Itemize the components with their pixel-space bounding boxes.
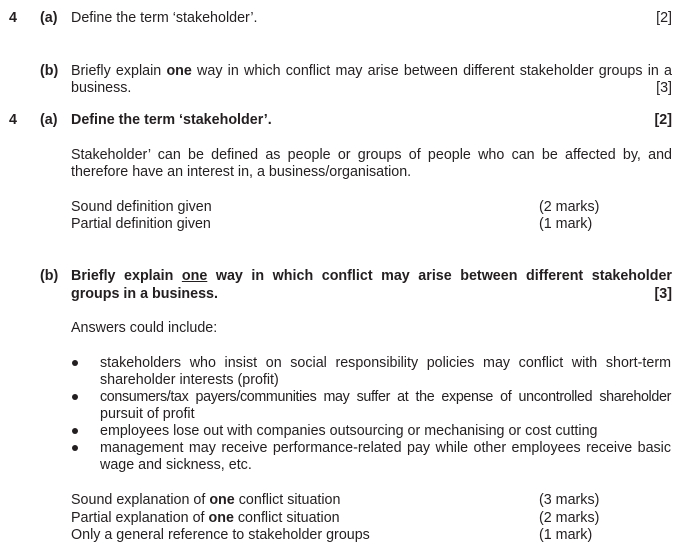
bullet-text-line1: employees lose out with companies outsourcing or mechanising or cost cutting — [100, 423, 598, 439]
bullet-dot — [72, 428, 78, 434]
ms-part-b-text-line1: Briefly explain one way in which conflict may arise between different stakeholder — [71, 268, 672, 284]
part-a-label: (a) — [40, 10, 58, 26]
part-b-label: (b) — [40, 63, 59, 79]
part-b-marks: [3] — [656, 80, 672, 96]
part-b-text-line2: business. — [71, 80, 132, 96]
ms-part-b-criterion-2: Partial explanation of one conflict situation — [71, 510, 340, 526]
ms-part-a-answer-line2: therefore have an interest in, a business/organisation. — [71, 164, 412, 180]
bullet-text-line1: stakeholders who insist on social responsibility policies may conflict with short-term — [100, 355, 671, 371]
ms-question-number: 4 — [9, 112, 17, 128]
part-b-text-line1: Briefly explain one way in which conflict may arise between different stakeholder groups in a — [71, 63, 672, 79]
bullet-dot — [72, 394, 78, 400]
ms-part-a-criterion-2-marks: (1 mark) — [539, 216, 593, 232]
ms-part-b-label: (b) — [40, 268, 59, 284]
bullet-text-line1: consumers/tax payers/communities may suffer at the expense of uncontrolled shareholder — [100, 389, 671, 405]
ms-part-b-criterion-3: Only a general reference to stakeholder groups — [71, 527, 370, 543]
ms-part-b-intro: Answers could include: — [71, 320, 218, 336]
bullet-text-line2: wage and sickness, etc. — [100, 457, 252, 473]
ms-part-a-criterion-1: Sound definition given — [71, 199, 212, 215]
ms-part-b-criterion-1: Sound explanation of one conflict situation — [71, 492, 341, 508]
ms-part-b-criterion-1-marks: (3 marks) — [539, 492, 600, 508]
part-a-text: Define the term ‘stakeholder’. — [71, 10, 258, 26]
bullet-text-line2: shareholder interests (profit) — [100, 372, 279, 388]
ms-part-a-label: (a) — [40, 112, 58, 128]
bullet-text-line1: management may receive performance-related pay while other employees receive basic — [100, 440, 671, 456]
ms-part-a-criterion-2: Partial definition given — [71, 216, 211, 232]
ms-part-b-criterion-3-marks: (1 mark) — [539, 527, 593, 543]
ms-part-b-text-line2: groups in a business. — [71, 286, 218, 302]
ms-part-a-text: Define the term ‘stakeholder’. — [71, 112, 272, 128]
part-a-marks: [2] — [656, 10, 672, 26]
question-number: 4 — [9, 10, 17, 26]
ms-part-b-criterion-2-marks: (2 marks) — [539, 510, 600, 526]
ms-part-a-criterion-1-marks: (2 marks) — [539, 199, 600, 215]
bullet-dot — [72, 360, 78, 366]
ms-part-a-marks: [2] — [654, 112, 672, 128]
ms-part-b-marks: [3] — [654, 286, 672, 302]
ms-part-a-answer-line1: Stakeholder’ can be defined as people or groups of people who can be affected by, and — [71, 147, 672, 163]
bullet-text-line2: pursuit of profit — [100, 406, 195, 422]
bullet-dot — [72, 445, 78, 451]
